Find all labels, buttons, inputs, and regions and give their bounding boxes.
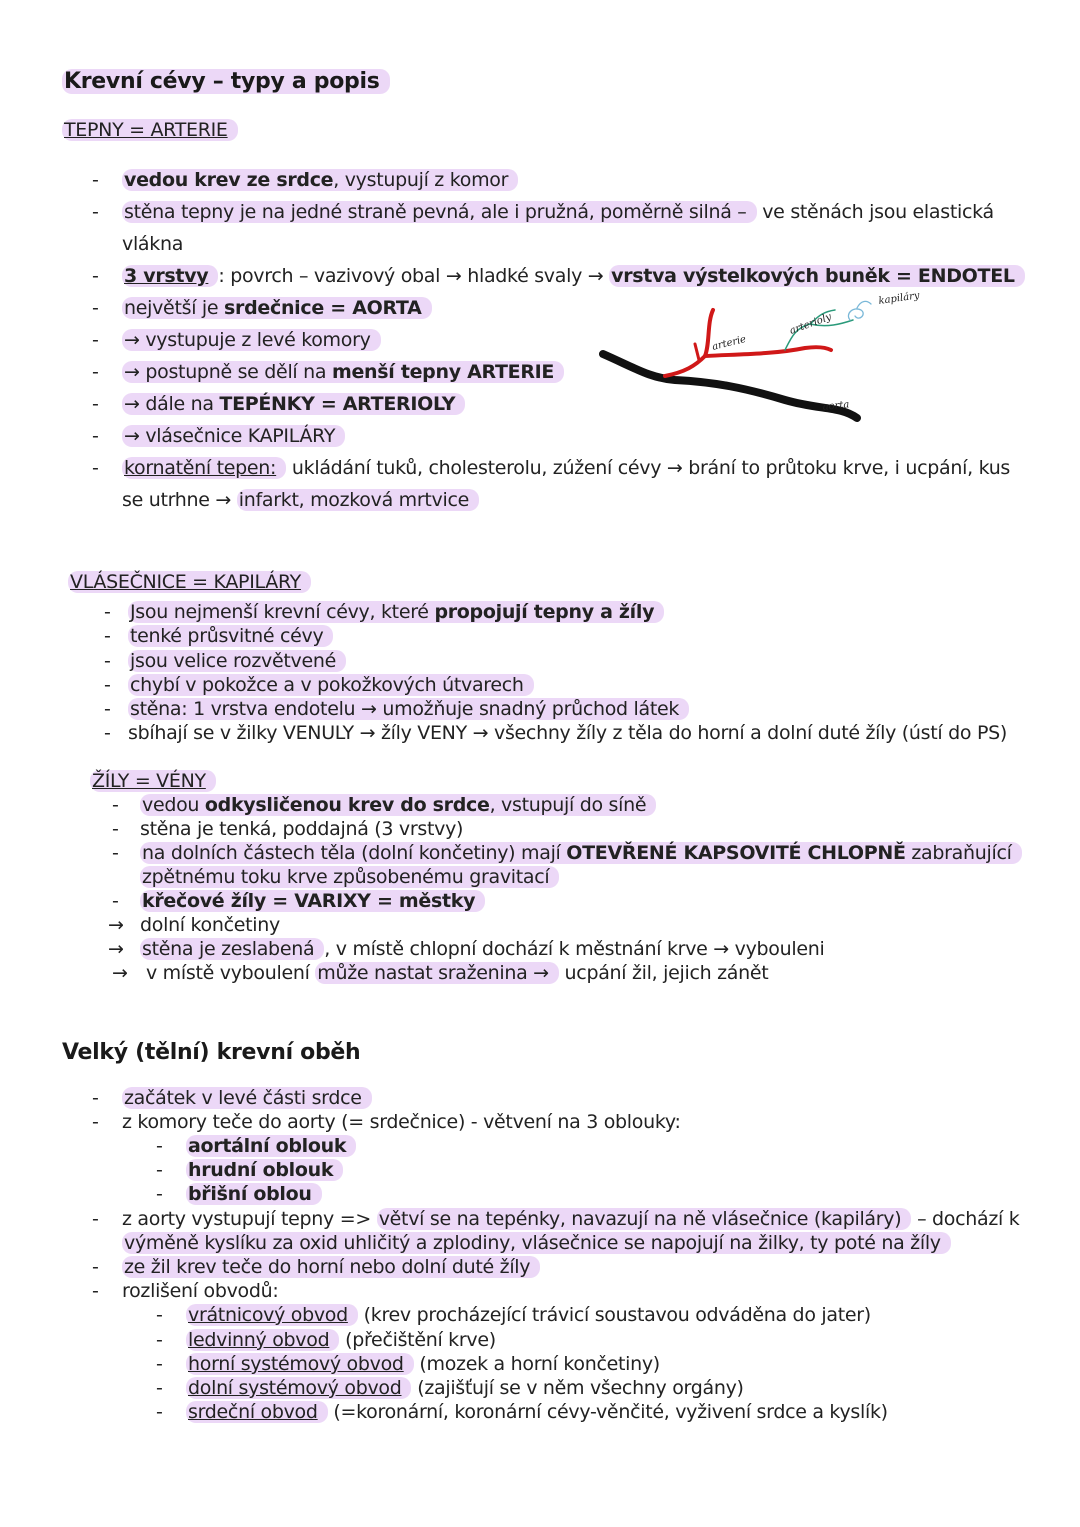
bullet-dash: - [92, 1208, 99, 1230]
bullet-dash: - [156, 1377, 163, 1399]
arterie-heading-text: TEPNY = ARTERIE [62, 119, 238, 141]
text: (přečištění krve) [339, 1329, 496, 1351]
arterie-line [665, 310, 713, 376]
text-highlight: chybí v pokožce a v pokožkových útvarech [128, 674, 534, 696]
text: Jsou nejmenší krevní cévy, které [130, 601, 435, 623]
sketch-label-arterie: arterie [711, 333, 748, 353]
bullet-dash: - [104, 650, 111, 672]
obeh-line-5 [122, 1279, 278, 1303]
text-highlight: stěna: 1 vrstva endotelu → umožňuje snadný průchod látek [128, 698, 689, 720]
bullet-dash: - [104, 722, 111, 744]
section-title-obeh [62, 1041, 360, 1065]
section-heading-kapilary [68, 570, 311, 594]
obeh-line-3b [122, 1231, 951, 1255]
text: , v místě chlopní dochází k městnání krve → vybouleni [324, 938, 825, 960]
text-bold: vrstva výstelkových buněk = ENDOTEL [609, 265, 1025, 287]
bullet-dash: - [92, 457, 99, 479]
text-highlight: začátek v levé části srdce [122, 1087, 372, 1109]
bullet-dash: - [92, 1280, 99, 1302]
obeh-title-text: Velký (tělní) krevní oběh [62, 1040, 361, 1065]
bullet-dash: - [92, 425, 99, 447]
obeh-line-1 [122, 1086, 372, 1110]
text: ukládání tuků, cholesterolu, zúžení cévy → brání to průtoku krve, i ucpání, kus [286, 457, 1011, 479]
bullet-dash: - [156, 1401, 163, 1423]
arterie-line-9 [122, 456, 1010, 480]
text: ucpání žil, jejich zánět [558, 962, 769, 984]
bullet-dash: - [92, 297, 99, 319]
arterie-small-branch [695, 344, 699, 360]
bullet-dash: - [156, 1329, 163, 1351]
text-underlined: srdeční obvod [186, 1401, 328, 1423]
text: na dolních částech těla (dolní končetiny) mají [142, 842, 567, 864]
obvod-2 [186, 1328, 496, 1352]
text-underlined: dolní systémový obvod [186, 1377, 411, 1399]
text-highlight: může nastat sraženina → [315, 962, 559, 984]
text-bold: srdečnice = AORTA [224, 297, 422, 319]
section-heading-zily [90, 769, 216, 793]
bullet-dash: - [104, 601, 111, 623]
bullet-dash: - [92, 393, 99, 415]
text-bold: aortální oblouk [186, 1135, 356, 1157]
text: rozlišení obvodů: [122, 1280, 279, 1302]
text: sbíhají se v žilky VENULY → žíly VENY → všechny žíly z těla do horní a dolní duté žíly (ústí do PS) [128, 722, 1007, 744]
oblouk-2 [186, 1158, 343, 1182]
kapilary-line-3 [128, 649, 346, 673]
text-highlight: zpětnému toku krve způsobenému gravitací [140, 866, 559, 888]
obvod-1 [186, 1303, 871, 1327]
obvod-4 [186, 1376, 744, 1400]
bullet-dash: - [112, 890, 119, 912]
arrow-icon: → [108, 938, 124, 960]
bullet-dash: - [92, 1256, 99, 1278]
bullet-dash: - [104, 674, 111, 696]
obeh-line-3 [122, 1207, 1019, 1231]
bullet-dash: - [92, 361, 99, 383]
text: (=koronární, koronární cévy-věnčité, vyživení srdce a kyslík) [327, 1401, 888, 1423]
bullet-dash: - [92, 201, 99, 223]
text: se utrhne → [122, 489, 237, 511]
text-highlight: tenké průsvitné cévy [128, 625, 333, 647]
text: dolní končetiny [140, 914, 280, 936]
text-bold: vedou krev ze srdce [124, 169, 334, 191]
zily-line-1 [140, 793, 656, 817]
text-highlight: ze žil krev teče do horní nebo dolní duté žíly [122, 1256, 540, 1278]
page-title [62, 70, 390, 94]
bullet-dash: - [156, 1353, 163, 1375]
kapilary-heading-text: VLÁSEČNICE = KAPILÁRY [68, 571, 311, 593]
text-underlined: horní systémový obvod [186, 1353, 414, 1375]
arterie-line-3 [122, 264, 1025, 288]
zily-line-4 [140, 889, 485, 913]
arterie-line-1 [122, 168, 518, 192]
text: (mozek a horní končetiny) [413, 1353, 660, 1375]
oblouk-1 [186, 1134, 356, 1158]
text-highlight: stěna je zeslabená [140, 938, 324, 960]
obvod-3 [186, 1352, 660, 1376]
oblouk-3 [186, 1182, 322, 1206]
bullet-dash: - [156, 1135, 163, 1157]
zily-line-6 [140, 937, 824, 961]
bullet-dash: - [156, 1159, 163, 1181]
text: z aorty vystupují tepny => [122, 1208, 377, 1230]
text: – dochází k [911, 1208, 1020, 1230]
arterie-line-2 [122, 200, 994, 224]
bullet-dash: - [92, 265, 99, 287]
obeh-line-4 [122, 1255, 540, 1279]
bullet-dash: - [92, 329, 99, 351]
obeh-line-2 [122, 1110, 681, 1134]
arterie-line-10 [122, 488, 479, 512]
zily-line-7 [146, 961, 768, 985]
text: : povrch – vazivový obal → hladké svaly → [218, 265, 610, 287]
text: vlákna [122, 233, 184, 255]
kapilary-line-4 [128, 673, 534, 697]
text-bold: TEPÉNKY = ARTERIOLY [219, 393, 456, 415]
arterie-line-6 [122, 360, 564, 384]
blood-vessel-sketch [595, 288, 930, 428]
text-underlined: kornatění tepen: [122, 457, 286, 479]
text-highlight: výměně kyslíku za oxid uhličitý a zplodiny, vlásečnice se napojují na žilky, ty poté na žíly [122, 1232, 951, 1254]
text: z komory teče do aorty (= srdečnice) - větvení na 3 oblouky: [122, 1111, 681, 1133]
text: , vystupují z komor [333, 169, 509, 191]
text-bold: 3 vrstvy [122, 265, 218, 287]
text: (zajišťují se v něm všechny orgány) [411, 1377, 744, 1399]
arterie-line-7 [122, 392, 465, 416]
zily-line-5 [140, 913, 280, 937]
text-bold: OTEVŘENÉ KAPSOVITÉ CHLOPNĚ [566, 842, 906, 864]
bullet-dash: - [112, 842, 119, 864]
bullet-dash: - [112, 818, 119, 840]
arterie-line-5 [122, 328, 381, 352]
aorta-line [603, 354, 857, 418]
bullet-dash: - [112, 794, 119, 816]
arterie-line-8 [122, 424, 345, 448]
bullet-dash: - [92, 169, 99, 191]
zily-line-2 [140, 817, 463, 841]
bullet-dash: - [92, 1087, 99, 1109]
bullet-dash: - [104, 698, 111, 720]
text-underlined: ledvinný obvod [186, 1329, 339, 1351]
zily-heading-text: ŽÍLY = VÉNY [90, 770, 216, 792]
text: , vstupují do síně [489, 794, 647, 816]
bullet-dash: - [156, 1183, 163, 1205]
text-bold: hrudní oblouk [186, 1159, 343, 1181]
text: ve stěnách jsou elastická [756, 201, 994, 223]
text-bold: křečové žíly = VARIXY = městky [140, 890, 485, 912]
bullet-dash: - [104, 625, 111, 647]
text-highlight: infarkt, mozková mrtvice [237, 489, 479, 511]
text-highlight: jsou velice rozvětvené [128, 650, 346, 672]
bullet-dash: - [156, 1304, 163, 1326]
kapilary-line-5 [128, 697, 689, 721]
section-heading-arterie [62, 118, 238, 142]
text-underlined: vrátnicový obvod [186, 1304, 358, 1326]
obvod-5 [186, 1400, 888, 1424]
text: největší je [124, 297, 225, 319]
arterie-line-2b [122, 232, 183, 256]
text: → dále na [124, 393, 220, 415]
kapilary-line-2 [128, 624, 333, 648]
arrow-icon: → [108, 914, 124, 936]
text-bold: menší tepny ARTERIE [331, 361, 555, 383]
text: → postupně se dělí na [124, 361, 332, 383]
kapilary-line [848, 301, 871, 320]
text-highlight: stěna tepny je na jedné straně pevná, ale i pružná, poměrně silná – [122, 201, 757, 223]
sketch-label-aorta: aorta [822, 399, 850, 413]
kapilary-line-1 [128, 600, 664, 624]
text-highlight: → vlásečnice KAPILÁRY [122, 425, 345, 447]
text-highlight: větví se na tepénky, navazují na ně vlásečnice (kapiláry) [377, 1208, 912, 1230]
text-bold: břišní oblou [186, 1183, 322, 1205]
text: vedou [142, 794, 205, 816]
text: (krev procházející trávicí soustavou odváděna do jater) [357, 1304, 871, 1326]
zily-line-3 [140, 841, 1022, 865]
text-bold: odkysličenou krev do srdce [204, 794, 490, 816]
text-highlight: → vystupuje z levé komory [122, 329, 381, 351]
bullet-dash: - [92, 1111, 99, 1133]
text: zabraňující [905, 842, 1012, 864]
sketch-label-arterioly: arterioly [788, 311, 833, 337]
kapilary-line-6 [128, 721, 1007, 745]
arterie-line-4 [122, 296, 432, 320]
text-bold: propojují tepny a žíly [434, 601, 655, 623]
arrow-icon: → [112, 962, 128, 984]
text: stěna je tenká, poddajná (3 vrstvy) [140, 818, 464, 840]
text: v místě vyboulení [146, 962, 316, 984]
sketch-label-kapilary: kapiláry [877, 290, 921, 307]
page-title-text: Krevní cévy – typy a popis [62, 69, 390, 94]
zily-line-3b [140, 865, 559, 889]
